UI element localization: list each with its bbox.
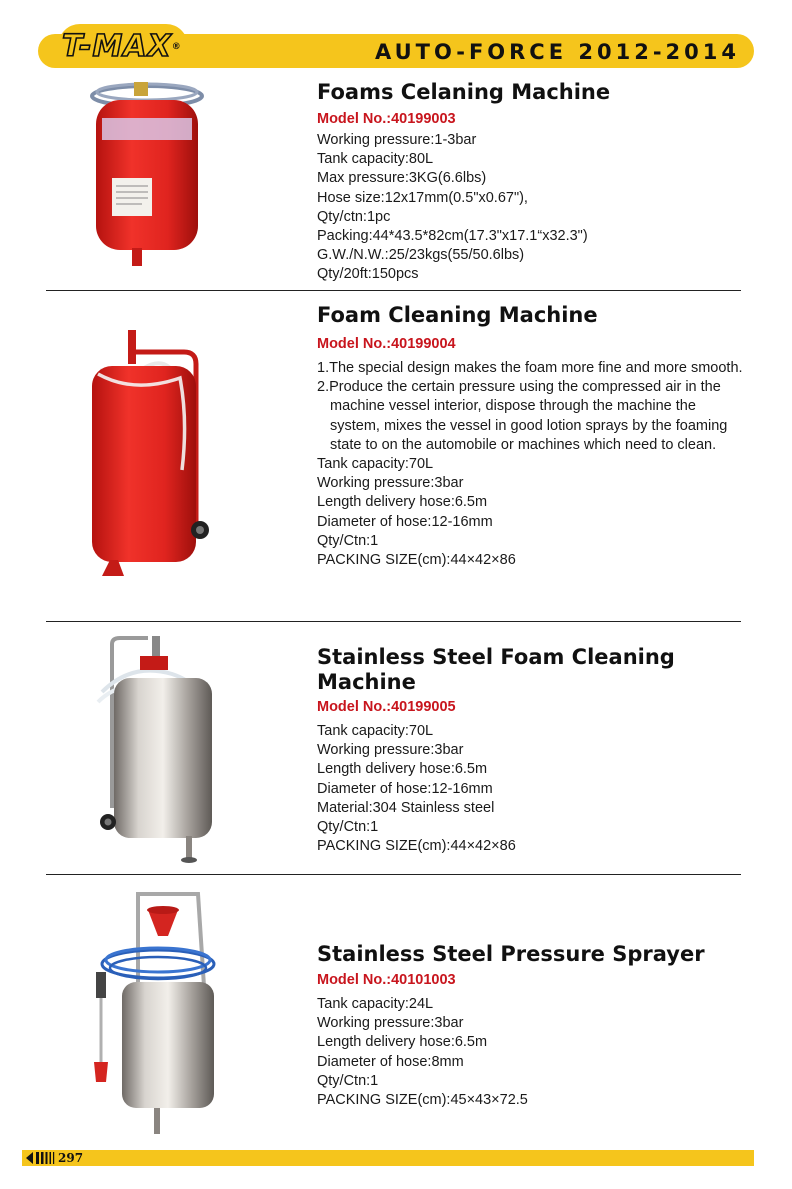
spec-line: Qty/20ft:150pcs xyxy=(317,266,419,283)
spec-line: Working pressure:1-3bar xyxy=(317,132,477,148)
product-info xyxy=(317,645,747,856)
product-info xyxy=(317,80,747,285)
spec-line: Tank capacity:24L xyxy=(317,996,434,1012)
spec-line: Tank capacity:70L xyxy=(317,723,434,739)
spec-line: PACKING SIZE(cm):44×42×86 xyxy=(317,838,516,855)
spec-line: Packing:44*43.5*82cm(17.3"x17.1“x32.3") xyxy=(317,228,588,245)
section-divider xyxy=(46,290,741,291)
spec-line: Diameter of hose:12-16mm xyxy=(317,513,493,530)
spec-line: G.W./N.W.:25/23kgs(55/50.6lbs) xyxy=(317,247,525,264)
spec-line: Working pressure:3bar xyxy=(317,742,464,759)
brand-logo-text: T-MAX xyxy=(62,29,172,64)
page-stripes-icon xyxy=(24,1151,58,1165)
spec-line: Diameter of hose:12-16mm xyxy=(317,780,493,797)
steel-foam-tank-icon xyxy=(92,632,222,864)
spec-line: Material:304 Stainless steel xyxy=(317,799,495,816)
model-number: Model No.:40101003 xyxy=(317,972,456,988)
spec-line: Length delivery hose:6.5m xyxy=(317,761,488,778)
spec-line: Length delivery hose:6.5m xyxy=(317,494,488,511)
product-title: Foam Cleaning Machine xyxy=(317,303,598,327)
spec-line: Working pressure:3bar xyxy=(317,1015,464,1032)
spec-line: PACKING SIZE(cm):45×43×72.5 xyxy=(317,1092,528,1109)
section-divider xyxy=(46,621,741,622)
spec-line: Working pressure:3bar xyxy=(317,475,464,492)
spec-line: PACKING SIZE(cm):44×42×86 xyxy=(317,552,516,569)
spec-line: Tank capacity:80L xyxy=(317,151,434,168)
spec-line: Qty/Ctn:1 xyxy=(317,819,379,836)
spec-line: Max pressure:3KG(6.6lbs) xyxy=(317,170,487,187)
registered-mark: ® xyxy=(171,42,182,52)
product-info xyxy=(317,942,747,1110)
steel-pressure-sprayer-icon xyxy=(92,886,222,1138)
page-number: 297 xyxy=(58,1151,84,1165)
spec-line: Length delivery hose:6.5m xyxy=(317,1034,488,1051)
product-info xyxy=(317,303,747,570)
spec-line: Qty/ctn:1pc xyxy=(317,208,391,225)
section-divider xyxy=(46,874,741,875)
spec-line: Hose size:12x17mm(0.5"x0.67"), xyxy=(317,189,528,206)
product-title: Stainless Steel Foam Cleaning Machine xyxy=(317,645,675,694)
product-title: Foams Celaning Machine xyxy=(317,80,611,104)
spec-line: Tank capacity:70L xyxy=(317,456,434,473)
spec-line: 1.The special design makes the foam more fine and more smooth. xyxy=(317,360,743,376)
red-wheeled-foam-tank-icon xyxy=(84,330,214,580)
model-number: Model No.:40199005 xyxy=(317,699,456,715)
spec-line: 2.Produce the certain pressure using the compressed air in the machine vessel interior, dispose through the machine the system, mixes the vessel in good lotion sprays by the foaming state to on the automobile or machines which need to clean. xyxy=(317,379,728,453)
spec-line: Qty/Ctn:1 xyxy=(317,1072,379,1089)
brand-logo xyxy=(62,30,182,64)
product-title: Stainless Steel Pressure Sprayer xyxy=(317,942,705,966)
spec-line: Qty/Ctn:1 xyxy=(317,532,379,549)
series-title: AUTO-FORCE 2012-2014 xyxy=(375,40,740,64)
footer-bar xyxy=(22,1150,754,1166)
spec-line: Diameter of hose:8mm xyxy=(317,1053,464,1070)
model-number: Model No.:40199004 xyxy=(317,336,456,352)
model-number: Model No.:40199003 xyxy=(317,111,456,127)
red-foam-tank-icon xyxy=(82,78,212,273)
